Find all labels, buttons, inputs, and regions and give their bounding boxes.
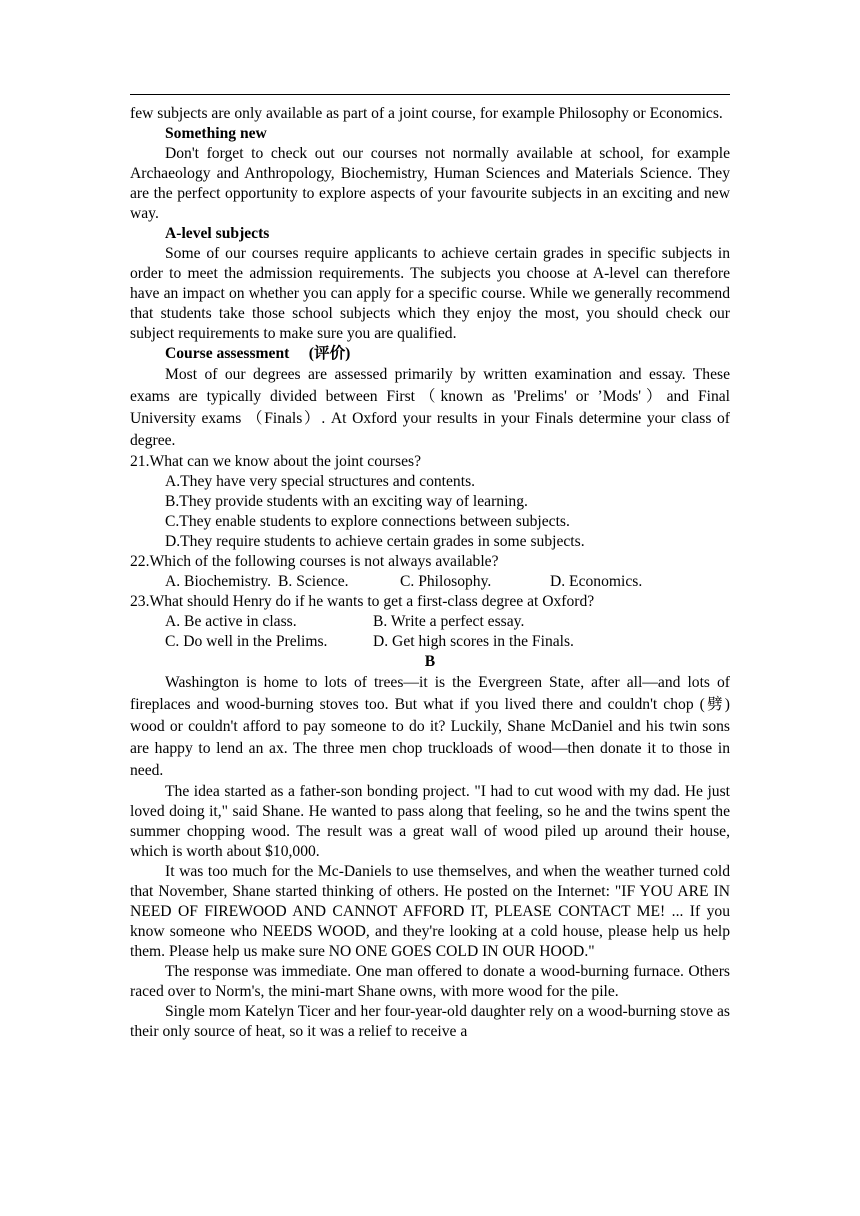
passage-b-paragraph-1: Washington is home to lots of trees—it is the Evergreen State, after all—and lots of fireplaces and wood-burning stoves too. But what if you lived there and couldn't chop (劈) wood or couldn't afford to pay someone to do it? Luckily, Shane McDaniel and his twin sons are happy to lend an ax. The three men chop truckloads of wood—then donate it to those in need. bbox=[130, 674, 730, 779]
question-21-option-d: D.They require students to achieve certain grades in some subjects. bbox=[165, 533, 585, 550]
question-23-option-d: D. Get high scores in the Finals. bbox=[373, 633, 574, 650]
question-21-option-c: C.They enable students to explore connections between subjects. bbox=[165, 513, 570, 530]
question-23-stem: 23.What should Henry do if he wants to get a first-class degree at Oxford? bbox=[130, 593, 595, 610]
question-22-option-c: C. Philosophy. bbox=[400, 573, 492, 590]
document-body bbox=[130, 104, 730, 1042]
heading-something-new: Something new bbox=[165, 125, 267, 142]
paragraph-something-new: Don't forget to check out our courses not normally available at school, for example Archaeology and Anthropology, Biochemistry, Human Sciences and Materials Science. They are the perfect opportunity to explore aspects of your favourite subjects in an exciting and new way. bbox=[130, 145, 730, 222]
question-22-option-b: B. Science. bbox=[278, 573, 349, 590]
paragraph-a-level: Some of our courses require applicants to achieve certain grades in specific subjects in order to meet the admission requirements. The subjects you choose at A-level can therefore have an impact on whether you can apply for a specific course. While we generally recommend that students take those school subjects which they enjoy the most, you should check our subject requirements to make sure you are qualified. bbox=[130, 245, 730, 342]
question-21-option-b: B.They provide students with an exciting way of learning. bbox=[165, 493, 528, 510]
question-23-option-a: A. Be active in class. bbox=[165, 613, 297, 630]
heading-a-level: A-level subjects bbox=[165, 225, 270, 242]
question-21-stem: 21.What can we know about the joint courses? bbox=[130, 453, 421, 470]
question-23-options-row-1 bbox=[130, 612, 730, 632]
top-fragment: few subjects are only available as part of a joint course, for example Philosophy or Economics. bbox=[130, 105, 723, 122]
heading-assessment: Course assessment (评价) bbox=[165, 345, 351, 362]
passage-b-paragraph-2: The idea started as a father-son bonding project. "I had to cut wood with my dad. He just loved doing it," said Shane. He wanted to pass along that feeling, so he and the twins spent the summer chopping wood. The result was a great wall of wood piled up around their house, which is worth about $10,000. bbox=[130, 783, 730, 860]
question-21-option-a: A.They have very special structures and contents. bbox=[165, 473, 476, 490]
passage-b-paragraph-4: The response was immediate. One man offered to donate a wood-burning furnace. Others raced over to Norm's, the mini-mart Shane owns, with more wood for the pile. bbox=[130, 963, 730, 1000]
question-23-option-c: C. Do well in the Prelims. bbox=[165, 633, 328, 650]
header-rule bbox=[130, 94, 730, 95]
question-22-option-d: D. Economics. bbox=[550, 573, 643, 590]
paragraph-assessment: Most of our degrees are assessed primarily by written examination and essay. These exams are typically divided between First（known as 'Prelims' or ’Mods'）and Final University exams （Finals）. At Oxford your results in your Finals determine your class of degree. bbox=[130, 366, 730, 449]
question-22-stem: 22.Which of the following courses is not always available? bbox=[130, 553, 499, 570]
passage-b-paragraph-5: Single mom Katelyn Ticer and her four-year-old daughter rely on a wood-burning stove as their only source of heat, so it was a relief to receive a bbox=[130, 1003, 730, 1040]
question-22-options bbox=[130, 572, 730, 592]
passage-b-label: B bbox=[424, 653, 436, 670]
question-23-options-row-2 bbox=[130, 632, 730, 652]
question-23-option-b: B. Write a perfect essay. bbox=[373, 613, 525, 630]
question-22-option-a: A. Biochemistry. bbox=[165, 573, 271, 590]
passage-b-paragraph-3: It was too much for the Mc-Daniels to use themselves, and when the weather turned cold that November, Shane started thinking of others. He posted on the Internet: "IF YOU ARE IN NEED OF FIREWOOD AND CANNOT AFFORD IT, PLEASE CONTACT ME! ... If you know someone who NEEDS WOOD, and they're looking at a cold house, please help us help them. Please help us make sure NO ONE GOES COLD IN OUR HOOD." bbox=[130, 863, 730, 960]
